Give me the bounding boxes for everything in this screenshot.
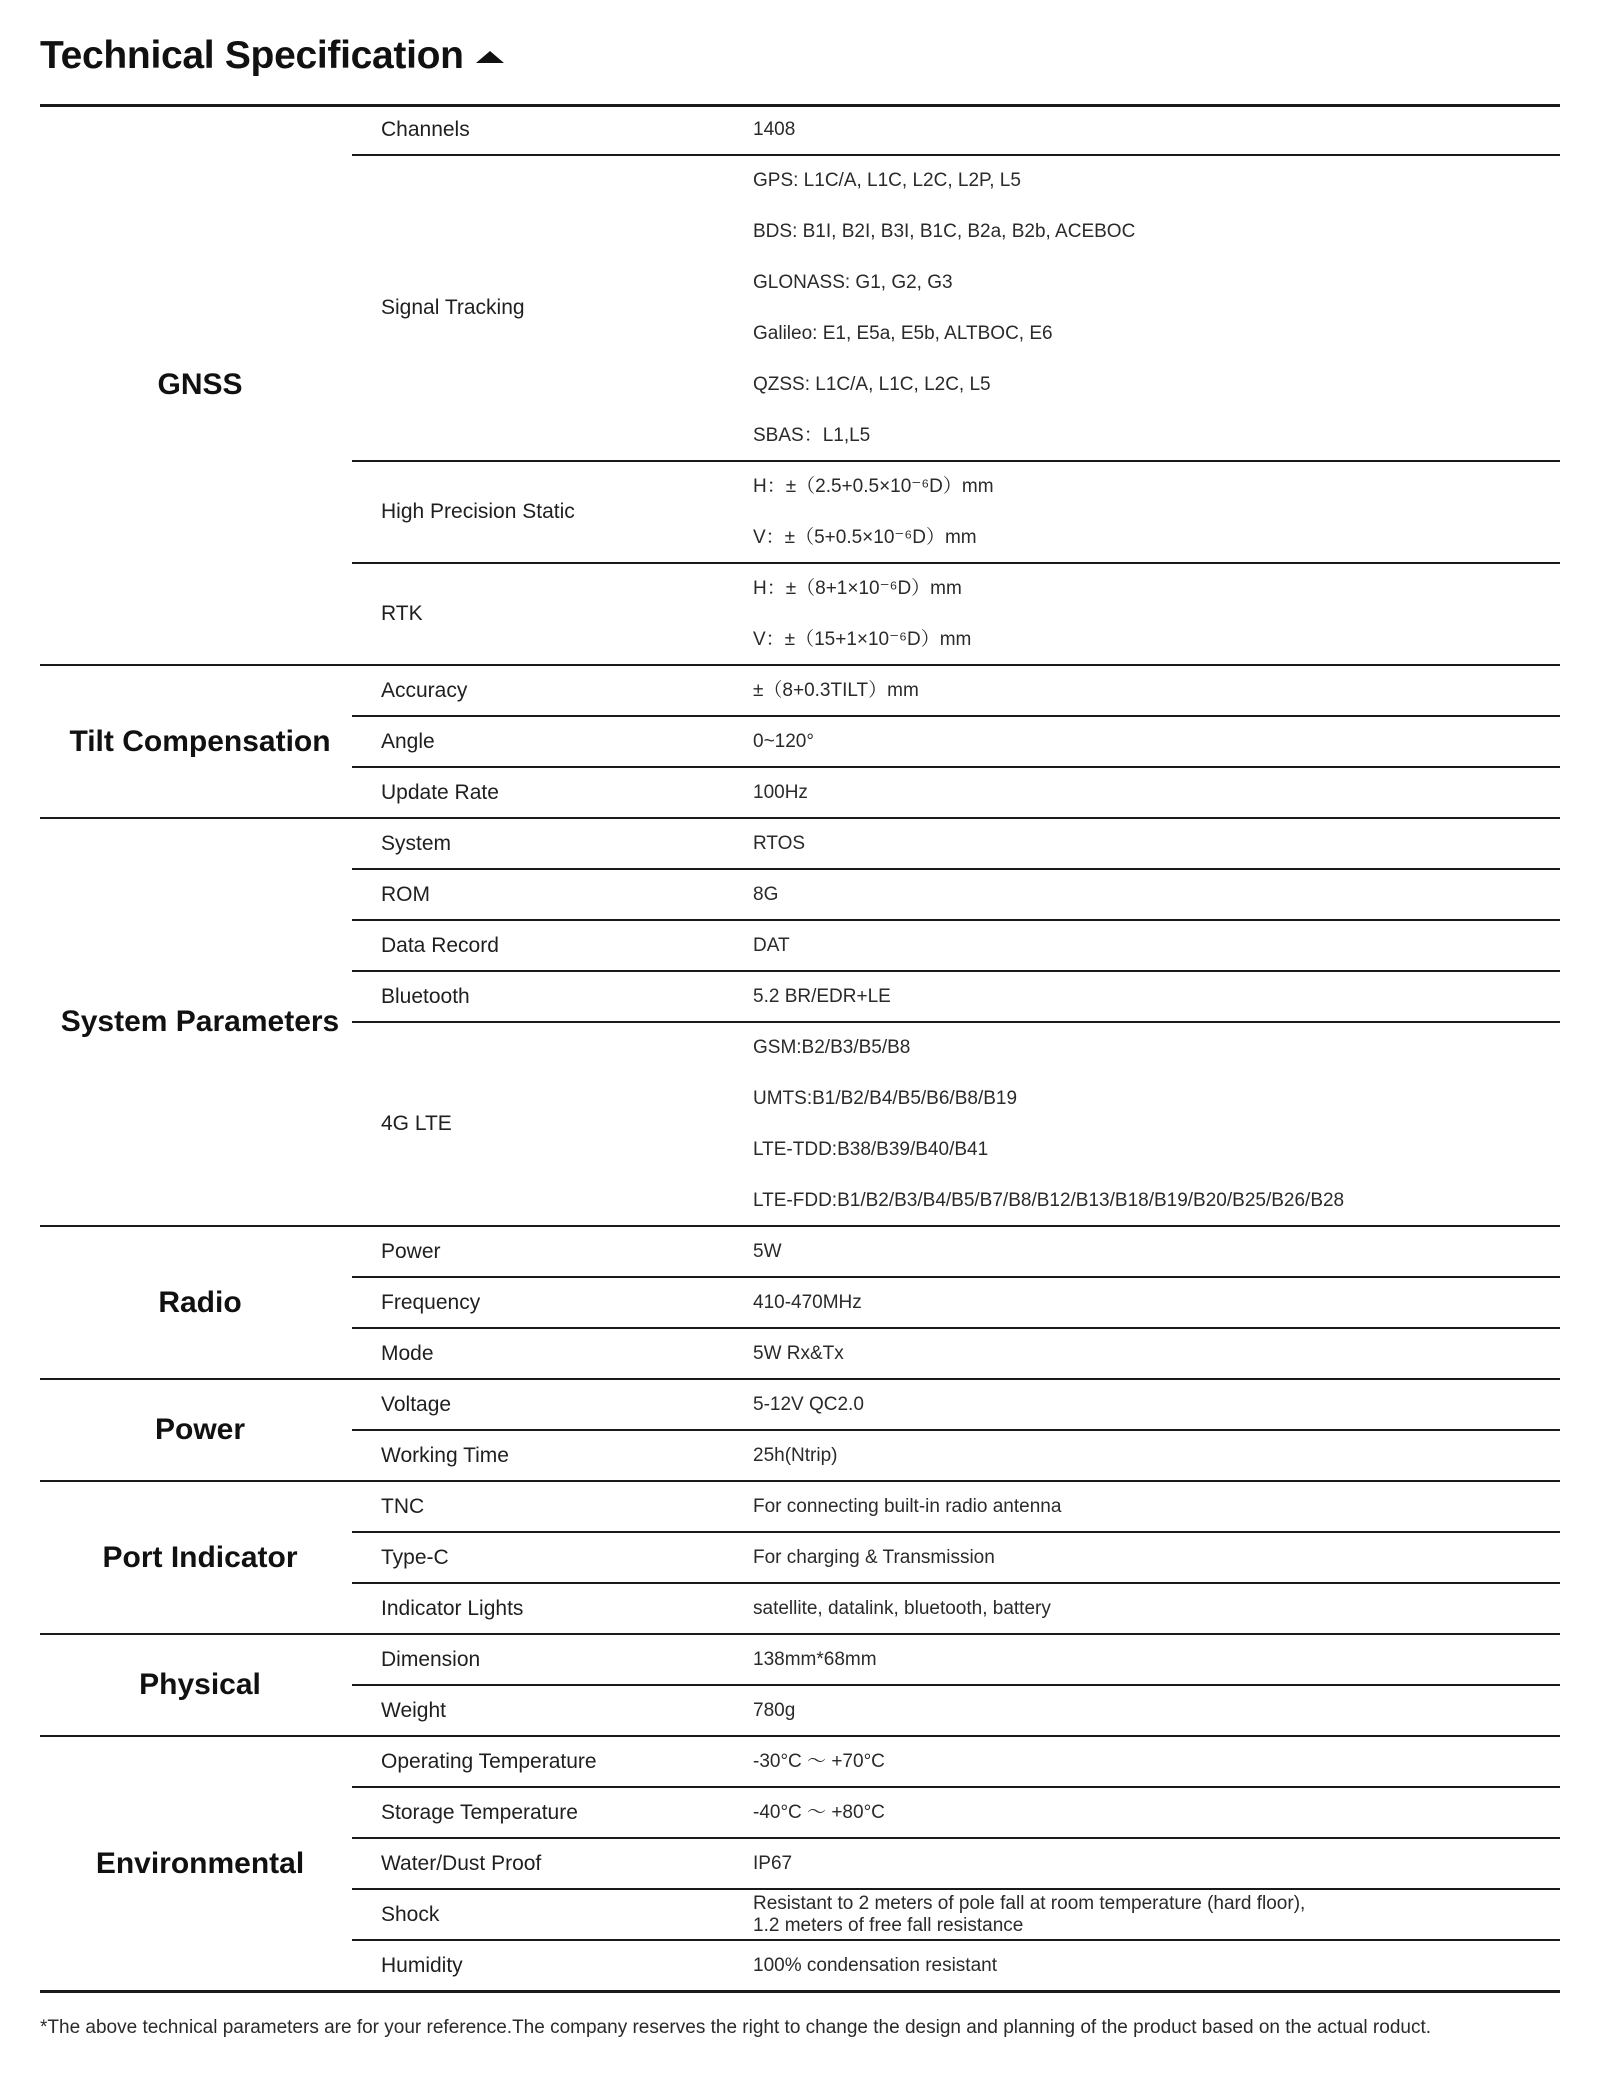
spec-label: Operating Temperature [381, 1749, 597, 1773]
category-label: GNSS [157, 367, 243, 401]
spec-value: 0~120° [753, 730, 814, 752]
spec-label: Mode [381, 1341, 434, 1365]
spec-value: ±（8+0.3TILT）mm [753, 679, 919, 701]
spec-label: Frequency [381, 1290, 481, 1314]
row-divider [352, 1021, 1560, 1023]
spec-value: 5-12V QC2.0 [753, 1393, 864, 1415]
spec-label: Data Record [381, 933, 499, 957]
spec-label: Type-C [381, 1545, 449, 1569]
spec-label: Shock [381, 1902, 440, 1926]
spec-value: -30°C ～ +70°C [753, 1750, 885, 1772]
spec-label: Working Time [381, 1443, 509, 1467]
category-label: Port Indicator [102, 1540, 298, 1574]
spec-label: Signal Tracking [381, 296, 525, 319]
spec-value: 780g [753, 1699, 796, 1721]
spec-label: Water/Dust Proof [381, 1851, 542, 1875]
spec-value: For connecting built-in radio antenna [753, 1495, 1062, 1517]
spec-label: Storage Temperature [381, 1800, 578, 1824]
spec-value: LTE-FDD:B1/B2/B3/B4/B5/B7/B8/B12/B13/B18/B19/B20/B25/B26/B28 [753, 1189, 1345, 1211]
spec-value: SBAS：L1,L5 [753, 424, 871, 446]
spec-value: GSM:B2/B3/B5/B8 [753, 1036, 911, 1058]
row-divider [352, 1327, 1560, 1329]
category-label: Radio [158, 1285, 242, 1319]
row-divider [352, 1276, 1560, 1278]
spec-value: -40°C ～ +80°C [753, 1801, 885, 1823]
spec-value: 5W [753, 1240, 782, 1262]
spec-value: IP67 [753, 1852, 793, 1874]
spec-value: 410-470MHz [753, 1291, 862, 1313]
spec-value-line: 1.2 meters of free fall resistance [753, 1914, 1024, 1936]
spec-label: Weight [381, 1698, 446, 1722]
spec-value: LTE-TDD:B38/B39/B40/B41 [753, 1138, 989, 1160]
spec-value: H：±（2.5+0.5×10⁻⁶D）mm [753, 475, 994, 497]
spec-label: High Precision Static [381, 500, 575, 523]
category-label: Power [154, 1413, 246, 1446]
row-divider [352, 1429, 1560, 1431]
spec-label: Power [381, 1239, 441, 1263]
spec-value: GLONASS: G1, G2, G3 [753, 271, 953, 293]
spec-label: Accuracy [381, 678, 468, 702]
spec-value-line: Resistant to 2 meters of pole fall at room temperature (hard floor), [753, 1892, 1306, 1914]
category-label: System Parameters [60, 1005, 340, 1038]
spec-value: V：±（5+0.5×10⁻⁶D）mm [753, 526, 977, 548]
spec-label: Dimension [381, 1647, 481, 1671]
category-label: Physical [139, 1668, 261, 1701]
spec-value: UMTS:B1/B2/B4/B5/B6/B8/B19 [753, 1087, 1018, 1109]
spec-value: 5.2 BR/EDR+LE [753, 985, 891, 1007]
spec-label: TNC [381, 1494, 425, 1518]
row-divider [352, 1684, 1560, 1686]
spec-value: 100Hz [753, 781, 808, 803]
category-label: Tilt Compensation [69, 724, 331, 758]
spec-value: 138mm*68mm [753, 1648, 877, 1670]
spec-value: H：±（8+1×10⁻⁶D）mm [753, 577, 962, 599]
spec-value: satellite, datalink, bluetooth, battery [753, 1597, 1051, 1619]
spec-value: QZSS: L1C/A, L1C, L2C, L5 [753, 373, 991, 395]
spec-value: RTOS [753, 832, 806, 854]
spec-value: GPS: L1C/A, L1C, L2C, L2P, L5 [753, 169, 1021, 191]
row-divider [352, 970, 1560, 972]
spec-label: Angle [381, 729, 435, 753]
row-divider [352, 919, 1560, 921]
spec-label: Channels [381, 117, 470, 141]
spec-value: Galileo: E1, E5a, E5b, ALTBOC, E6 [753, 322, 1053, 344]
table-bottom-rule [40, 1990, 1560, 1993]
spec-label: Update Rate [381, 780, 499, 804]
spec-label: Voltage [381, 1392, 452, 1416]
spec-value: BDS: B1I, B2I, B3I, B1C, B2a, B2b, ACEBOC [753, 220, 1136, 242]
spec-label: Indicator Lights [381, 1596, 524, 1620]
category-label: Environmental [95, 1846, 305, 1880]
page-title-text: Technical Specification [40, 34, 464, 77]
spec-value: 25h(Ntrip) [753, 1444, 838, 1466]
row-divider [352, 715, 1560, 717]
spec-label: RTK [381, 602, 423, 625]
spec-label: ROM [381, 882, 430, 906]
spec-label: Humidity [381, 1953, 463, 1977]
row-divider [352, 766, 1560, 768]
spec-value: 8G [753, 883, 779, 905]
row-divider [352, 868, 1560, 870]
footnote: *The above technical parameters are for your reference.The company reserves the right to change the design and planning of the product based on the actual roduct. [40, 2017, 1432, 2038]
spec-value: 1408 [753, 118, 796, 140]
spec-value [753, 1889, 1305, 1940]
spec-value: 100% condensation resistant [753, 1954, 997, 1976]
spec-label: Bluetooth [381, 984, 470, 1008]
spec-label: System [381, 831, 452, 855]
spec-value: DAT [753, 934, 790, 956]
spec-value: For charging & Transmission [753, 1546, 995, 1568]
spec-value: 5W Rx&Tx [753, 1342, 844, 1364]
spec-value: V：±（15+1×10⁻⁶D）mm [753, 628, 972, 650]
spec-label: 4G LTE [381, 1112, 452, 1135]
